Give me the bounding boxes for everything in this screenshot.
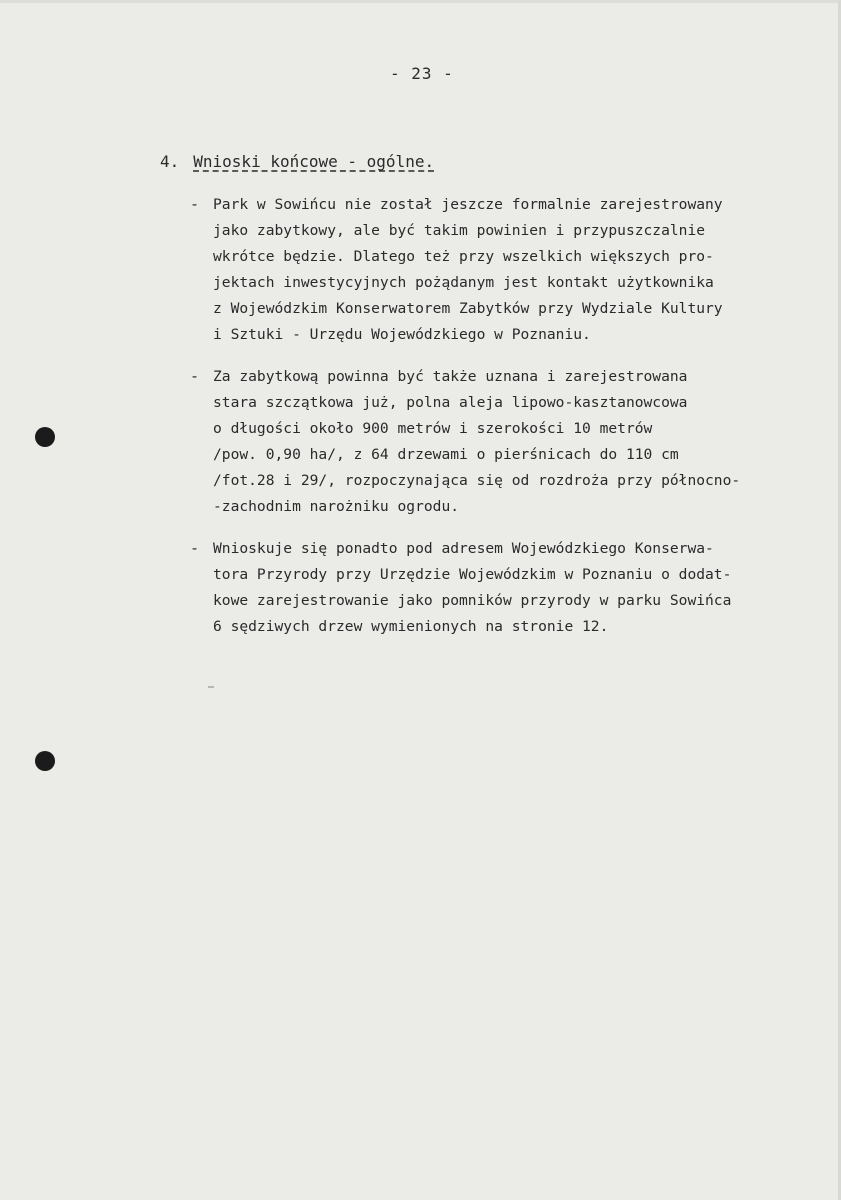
bullet-paragraph [190,192,830,352]
text-line: -zachodnim narożniku ogrodu. [213,498,460,515]
text-line: Za zabytkową powinna być także uznana i zarejestrowana [213,368,688,385]
text-line: stara szczątkowa już, polna aleja lipowo-kasztanowcowa [213,394,688,411]
text-line: tora Przyrody przy Urzędzie Wojewódzkim w Poznaniu o dodat- [213,566,732,583]
stray-mark [208,686,214,688]
text-line: wkrótce będzie. Dlatego też przy wszelkich większych pro- [213,248,714,265]
section-title: Wnioski końcowe - ogólne. [193,152,435,171]
text-line: /pow. 0,90 ha/, z 64 drzewami o pierśnicach do 110 cm [213,446,679,463]
bullet-paragraph [190,364,830,524]
text-line: /fot.28 i 29/, rozpoczynająca się od rozdroża przy północno- [213,472,741,489]
text-line: Wnioskuje się ponadto pod adresem Wojewódzkiego Konserwa- [213,540,714,557]
bullet-paragraph [190,536,830,646]
text-line: z Wojewódzkim Konserwatorem Zabytków przy Wydziale Kultury [213,300,723,317]
section-heading [160,152,434,171]
text-line: kowe zarejestrowanie jako pomników przyrody w parku Sowińca [213,592,732,609]
page-number: - 23 - [390,64,454,83]
text-line: o długości około 900 metrów i szerokości 10 metrów [213,420,653,437]
text-line: jako zabytkowy, ale być takim powinien i przypuszczalnie [213,222,706,239]
punch-hole-upper [35,427,55,447]
bullet-dash: - [190,195,200,213]
page-top-edge [0,0,841,3]
text-line: Park w Sowińcu nie został jeszcze formalnie zarejestrowany [213,196,723,213]
text-line: jektach inwestycyjnych pożądanym jest kontakt użytkownika [213,274,714,291]
text-line: 6 sędziwych drzew wymienionych na stronie 12. [213,618,609,635]
section-number: 4. [160,152,180,171]
bullet-dash: - [190,367,200,385]
text-line: i Sztuki - Urzędu Wojewódzkiego w Poznaniu. [213,326,591,343]
punch-hole-lower [35,751,55,771]
bullet-dash: - [190,539,200,557]
